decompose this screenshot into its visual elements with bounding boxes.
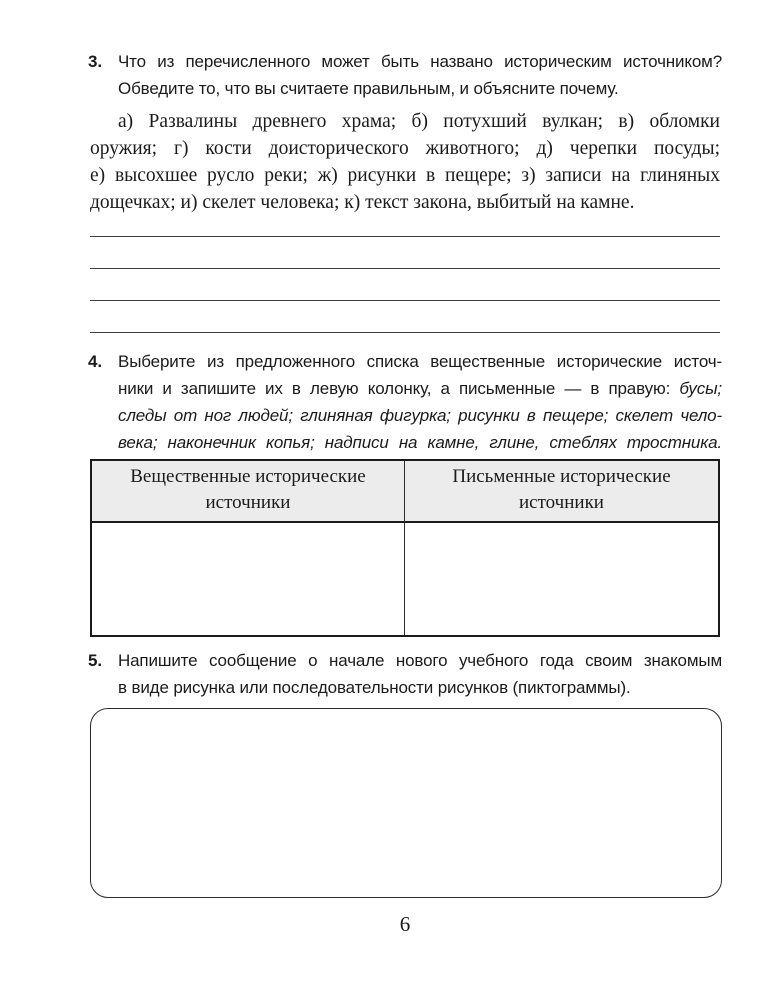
question-5-number: 5.	[88, 651, 102, 670]
table-header-written-sources: Письменные исторические источники	[405, 461, 718, 523]
question-3-prompt-line: Что из перечисленного может быть названо историческим источником?	[118, 52, 722, 71]
table-cell-material-sources[interactable]	[92, 523, 405, 635]
options-text-line: оружия; г) кости доисторического животного; д) черепки посуды;	[90, 138, 720, 159]
question-3-answer-area	[90, 216, 720, 333]
question-4-prompt-line: следы от ног людей; глиняная фигурка; рисунки в пещере; скелет чело-	[118, 406, 722, 425]
page-number: 6	[399, 912, 411, 936]
question-3-prompt-line: Обведите то, что вы считаете правильным, и объясните почему.	[118, 79, 619, 98]
question-3	[88, 48, 722, 333]
question-5-prompt-line: Напишите сообщение о начале нового учебного года своим знакомым	[118, 651, 722, 670]
options-text-line: дощечках; и) скелет человека; к) текст закона, выбитый на камне.	[90, 192, 635, 213]
options-text-line: е) высохшее русло реки; ж) рисунки в пещере; з) записи на глиняных	[90, 165, 720, 186]
question-3-options	[90, 108, 720, 216]
question-4	[88, 348, 722, 637]
sources-table	[90, 459, 720, 637]
question-4-number: 4.	[88, 352, 102, 371]
question-4-prompt-line: ники и запишите их в левую колонку, а письменные — в правую: бусы;	[118, 379, 722, 398]
question-3-number: 3.	[88, 52, 102, 71]
answer-line[interactable]	[90, 237, 720, 269]
answer-line[interactable]	[90, 216, 720, 237]
question-5	[88, 647, 722, 898]
table-header-material-sources: Вещественные исторические источники	[92, 461, 405, 523]
answer-line[interactable]	[90, 269, 720, 301]
question-5-prompt-line: в виде рисунка или последовательности рисунков (пиктограммы).	[118, 678, 631, 697]
answer-line[interactable]	[90, 301, 720, 333]
question-4-prompt-line: Выберите из предложенного списка вещественные исторические источ-	[118, 352, 722, 371]
pictogram-drawing-box[interactable]	[90, 708, 722, 898]
table-cell-written-sources[interactable]	[405, 523, 718, 635]
options-text-line: а) Развалины древнего храма; б) потухший вулкан; в) обломки	[118, 111, 720, 132]
question-4-prompt-line: века; наконечник копья; надписи на камне, глине, стеблях тростника.	[118, 433, 722, 452]
